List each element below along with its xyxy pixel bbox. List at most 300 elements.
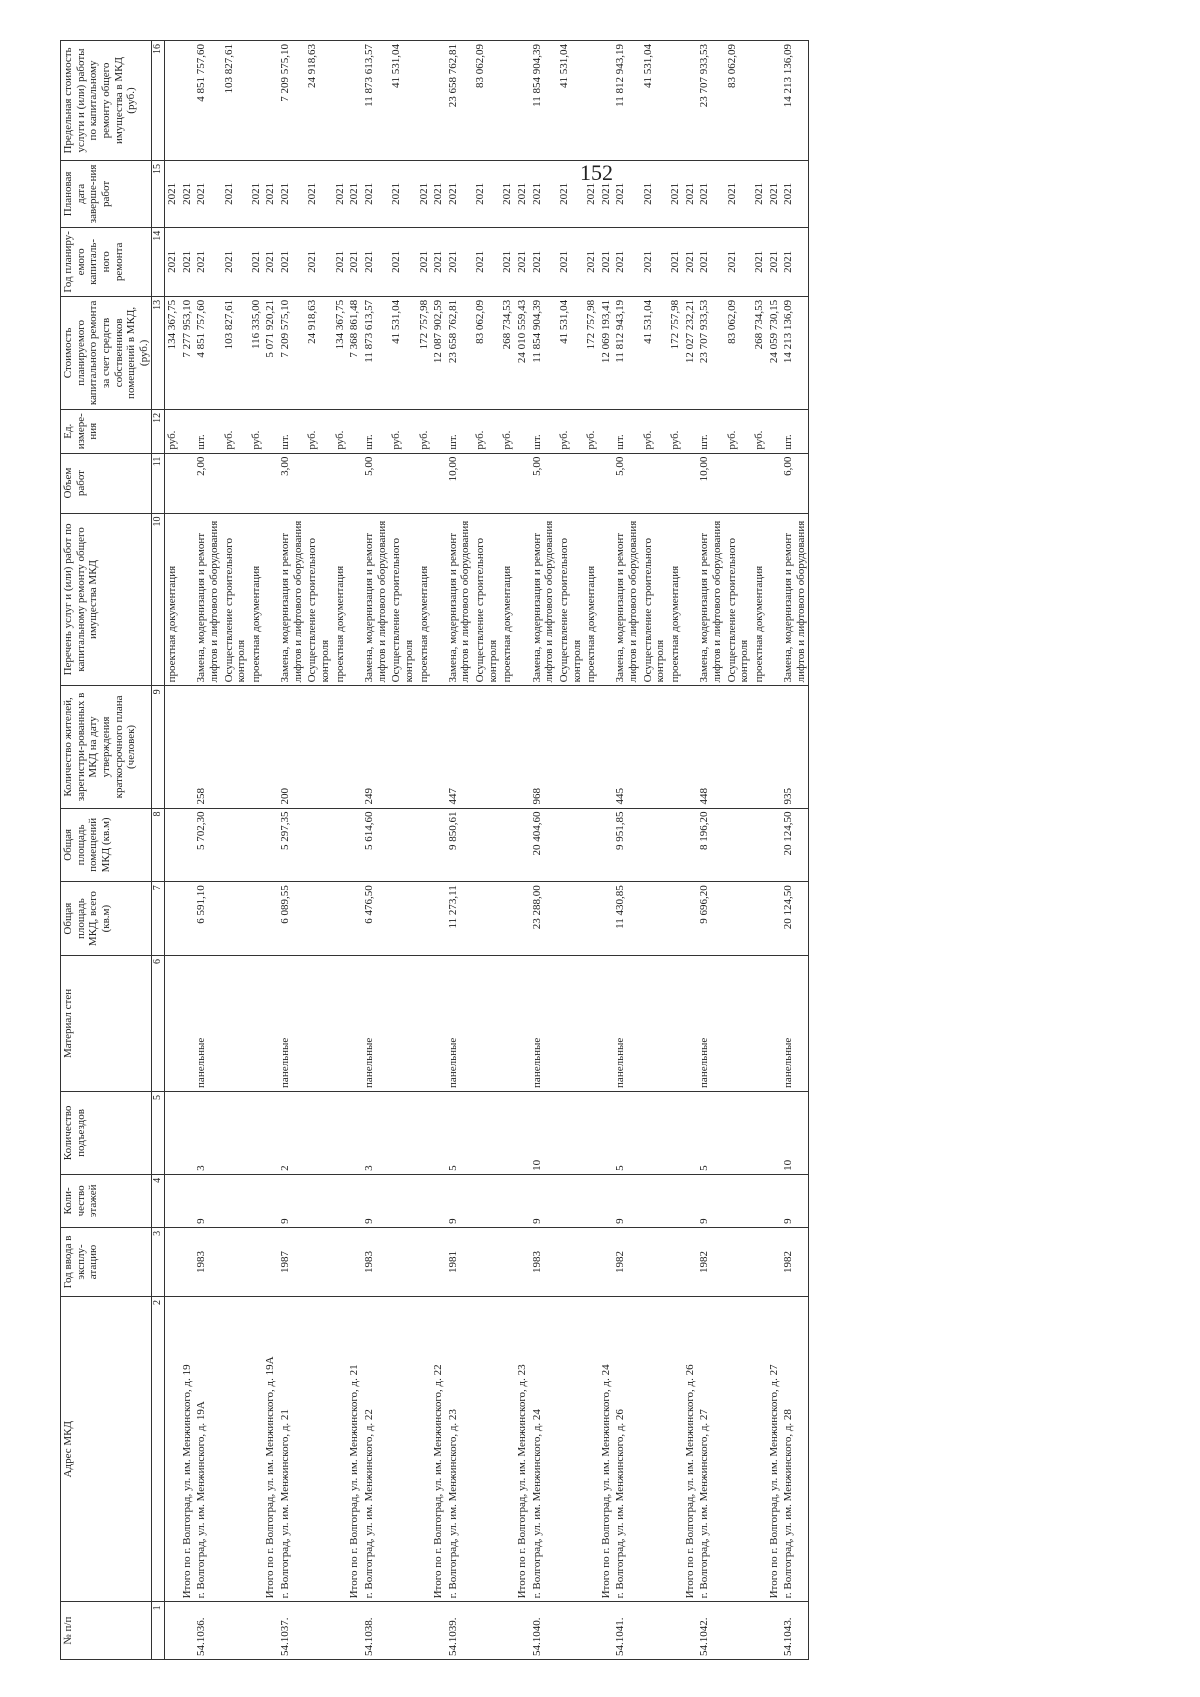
cell-commission-year: 1983 xyxy=(194,1227,221,1296)
cell-completion-date: 2021 xyxy=(278,160,305,227)
cell-floors xyxy=(180,1174,195,1227)
cell-total-area xyxy=(473,882,500,956)
cell-total-area xyxy=(389,882,416,956)
cell-max-cost xyxy=(180,41,195,161)
cell-work-type: Замена, модернизация и ремонт лифтов и лифтового оборудования xyxy=(362,513,389,686)
cell-address xyxy=(417,1297,432,1602)
table-row xyxy=(767,41,782,1660)
cell-address xyxy=(389,1297,416,1602)
cell-commission-year: 1983 xyxy=(362,1227,389,1296)
cell-work-volume xyxy=(683,453,698,513)
cell-max-cost xyxy=(767,41,782,161)
cell-unit xyxy=(180,409,195,453)
cell-work-volume xyxy=(473,453,500,513)
cell-planned-cost: 134 367,75 xyxy=(333,296,348,409)
table-row xyxy=(362,41,389,1660)
cell-address xyxy=(333,1297,348,1602)
cell-premises-area xyxy=(557,808,584,882)
table-row xyxy=(194,41,221,1660)
cell-floors xyxy=(263,1174,278,1227)
cell-repair-year: 2021 xyxy=(417,227,432,296)
cell-address xyxy=(249,1297,264,1602)
cell-work-type: проектная документация xyxy=(164,513,179,686)
cell-work-volume xyxy=(557,453,584,513)
cell-work-type xyxy=(431,513,446,686)
column-header-13: Стоимость планируемого капитального ремонта за счет средств собственников помещений в МКД, (руб.) xyxy=(61,296,152,409)
table-row xyxy=(725,41,752,1660)
cell-address xyxy=(752,1297,767,1602)
cell-max-cost xyxy=(683,41,698,161)
cell-repair-year: 2021 xyxy=(473,227,500,296)
column-header-7: Общая площадь МКД, всего (кв.м) xyxy=(61,882,152,956)
cell-unit: руб. xyxy=(725,409,752,453)
cell-completion-date: 2021 xyxy=(263,160,278,227)
cell-wall-material xyxy=(725,955,752,1091)
cell-completion-date: 2021 xyxy=(222,160,249,227)
cell-wall-material xyxy=(641,955,668,1091)
cell-repair-year: 2021 xyxy=(613,227,640,296)
cell-work-type: Замена, модернизация и ремонт лифтов и лифтового оборудования xyxy=(697,513,724,686)
cell-address xyxy=(557,1297,584,1602)
table-row xyxy=(641,41,668,1660)
cell-entrances xyxy=(417,1091,432,1174)
cell-premises-area: 5 297,35 xyxy=(278,808,305,882)
cell-address: г. Волгоград, ул. им. Менжинского, д. 24 xyxy=(530,1297,557,1602)
column-header-16: Предельная стоимость услуги и (или) работы по капитальному ремонту общего имущества в МКД (руб.) xyxy=(61,41,152,161)
cell-wall-material xyxy=(752,955,767,1091)
cell-repair-year: 2021 xyxy=(164,227,179,296)
cell-work-type: Замена, модернизация и ремонт лифтов и лифтового оборудования xyxy=(613,513,640,686)
cell-commission-year xyxy=(333,1227,348,1296)
cell-unit xyxy=(347,409,362,453)
cell-address xyxy=(725,1297,752,1602)
cell-floors: 9 xyxy=(530,1174,557,1227)
column-number-6: 6 xyxy=(152,955,165,1091)
cell-repair-year: 2021 xyxy=(500,227,515,296)
cell-planned-cost: 12 087 902,59 xyxy=(431,296,446,409)
cell-residents xyxy=(599,686,614,808)
cell-planned-cost: 116 335,00 xyxy=(249,296,264,409)
cell-commission-year xyxy=(584,1227,599,1296)
cell-residents xyxy=(668,686,683,808)
cell-commission-year xyxy=(417,1227,432,1296)
cell-wall-material xyxy=(164,955,179,1091)
cell-unit: руб. xyxy=(500,409,515,453)
cell-residents xyxy=(417,686,432,808)
column-header-10: Перечень услуг и (или) работ по капитальному ремонту общего имущества МКД xyxy=(61,513,152,686)
cell-repair-year: 2021 xyxy=(599,227,614,296)
column-header-14: Год планиру-емого капиталь-ного ремонта xyxy=(61,227,152,296)
cell-max-cost: 103 827,61 xyxy=(222,41,249,161)
cell-floors: 9 xyxy=(613,1174,640,1227)
cell-row-number xyxy=(668,1602,683,1660)
cell-max-cost xyxy=(249,41,264,161)
cell-work-volume xyxy=(305,453,332,513)
cell-planned-cost: 24 059 730,15 xyxy=(767,296,782,409)
cell-premises-area xyxy=(180,808,195,882)
cell-row-number: 54.1037. xyxy=(278,1602,305,1660)
cell-planned-cost: 134 367,75 xyxy=(164,296,179,409)
table-row xyxy=(333,41,348,1660)
cell-entrances: 3 xyxy=(194,1091,221,1174)
cell-total-area xyxy=(347,882,362,956)
cell-premises-area xyxy=(347,808,362,882)
cell-floors xyxy=(767,1174,782,1227)
cell-floors xyxy=(641,1174,668,1227)
cell-entrances xyxy=(668,1091,683,1174)
cell-residents xyxy=(584,686,599,808)
cell-residents xyxy=(180,686,195,808)
cell-unit: руб. xyxy=(417,409,432,453)
cell-address xyxy=(473,1297,500,1602)
cell-commission-year xyxy=(473,1227,500,1296)
cell-total-area xyxy=(668,882,683,956)
cell-entrances: 10 xyxy=(781,1091,809,1174)
cell-repair-year: 2021 xyxy=(584,227,599,296)
cell-repair-year: 2021 xyxy=(515,227,530,296)
cell-planned-cost: 11 854 904,39 xyxy=(530,296,557,409)
cell-total-area: 11 430,85 xyxy=(613,882,640,956)
cell-repair-year: 2021 xyxy=(641,227,668,296)
cell-max-cost: 7 209 575,10 xyxy=(278,41,305,161)
cell-work-type: Замена, модернизация и ремонт лифтов и лифтового оборудования xyxy=(278,513,305,686)
cell-planned-cost: 23 707 933,53 xyxy=(697,296,724,409)
cell-total-area xyxy=(725,882,752,956)
cell-entrances xyxy=(249,1091,264,1174)
table-row xyxy=(222,41,249,1660)
cell-residents xyxy=(725,686,752,808)
cell-row-number xyxy=(725,1602,752,1660)
cell-planned-cost: 11 873 613,57 xyxy=(362,296,389,409)
cell-residents xyxy=(473,686,500,808)
cell-total-area xyxy=(222,882,249,956)
cell-residents xyxy=(752,686,767,808)
column-header-15: Плановая дата заверше-ния работ xyxy=(61,160,152,227)
cell-completion-date: 2021 xyxy=(697,160,724,227)
cell-planned-cost: 5 071 920,21 xyxy=(263,296,278,409)
cell-row-number xyxy=(180,1602,195,1660)
cell-completion-date: 2021 xyxy=(683,160,698,227)
cell-work-type: Замена, модернизация и ремонт лифтов и лифтового оборудования xyxy=(781,513,809,686)
cell-commission-year xyxy=(668,1227,683,1296)
cell-wall-material: панельные xyxy=(530,955,557,1091)
cell-planned-cost: 103 827,61 xyxy=(222,296,249,409)
cell-residents xyxy=(641,686,668,808)
cell-entrances: 5 xyxy=(613,1091,640,1174)
cell-residents: 258 xyxy=(194,686,221,808)
cell-work-type xyxy=(515,513,530,686)
cell-commission-year xyxy=(249,1227,264,1296)
cell-total-area xyxy=(263,882,278,956)
cell-commission-year xyxy=(263,1227,278,1296)
cell-floors: 9 xyxy=(194,1174,221,1227)
cell-total-area xyxy=(557,882,584,956)
cell-row-number: 54.1038. xyxy=(362,1602,389,1660)
cell-planned-cost: 172 757,98 xyxy=(584,296,599,409)
cell-floors xyxy=(333,1174,348,1227)
cell-max-cost xyxy=(500,41,515,161)
cell-total-area: 9 696,20 xyxy=(697,882,724,956)
cell-work-type xyxy=(347,513,362,686)
cell-work-type: проектная документация xyxy=(249,513,264,686)
cell-work-type: проектная документация xyxy=(668,513,683,686)
cell-row-number xyxy=(641,1602,668,1660)
cell-address xyxy=(584,1297,599,1602)
cell-work-volume xyxy=(164,453,179,513)
column-number-10: 10 xyxy=(152,513,165,686)
cell-max-cost xyxy=(263,41,278,161)
cell-premises-area xyxy=(683,808,698,882)
cell-entrances xyxy=(305,1091,332,1174)
cell-planned-cost: 172 757,98 xyxy=(668,296,683,409)
cell-entrances xyxy=(222,1091,249,1174)
cell-floors xyxy=(683,1174,698,1227)
cell-completion-date: 2021 xyxy=(668,160,683,227)
cell-floors xyxy=(389,1174,416,1227)
cell-repair-year: 2021 xyxy=(362,227,389,296)
cell-row-number xyxy=(599,1602,614,1660)
cell-work-type: проектная документация xyxy=(417,513,432,686)
cell-total-area xyxy=(180,882,195,956)
cell-row-number xyxy=(249,1602,264,1660)
cell-floors xyxy=(249,1174,264,1227)
cell-row-number xyxy=(584,1602,599,1660)
cell-row-number: 54.1040. xyxy=(530,1602,557,1660)
cell-premises-area xyxy=(641,808,668,882)
cell-floors xyxy=(417,1174,432,1227)
cell-repair-year: 2021 xyxy=(668,227,683,296)
cell-row-number xyxy=(500,1602,515,1660)
column-header-12: Ед. измере-ния xyxy=(61,409,152,453)
cell-work-volume xyxy=(347,453,362,513)
cell-total-area xyxy=(752,882,767,956)
cell-address: г. Волгоград, ул. им. Менжинского, д. 26 xyxy=(613,1297,640,1602)
cell-residents xyxy=(347,686,362,808)
cell-residents xyxy=(431,686,446,808)
cell-wall-material xyxy=(347,955,362,1091)
cell-completion-date: 2021 xyxy=(164,160,179,227)
column-number-3: 3 xyxy=(152,1227,165,1296)
cell-completion-date: 2021 xyxy=(599,160,614,227)
cell-work-volume: 5,00 xyxy=(613,453,640,513)
cell-wall-material: панельные xyxy=(781,955,809,1091)
cell-unit xyxy=(263,409,278,453)
table-row xyxy=(473,41,500,1660)
cell-work-volume: 5,00 xyxy=(362,453,389,513)
cell-repair-year: 2021 xyxy=(333,227,348,296)
cell-completion-date: 2021 xyxy=(389,160,416,227)
cell-work-volume xyxy=(180,453,195,513)
column-number-1: 1 xyxy=(152,1602,165,1660)
table-row xyxy=(557,41,584,1660)
cell-premises-area: 8 196,20 xyxy=(697,808,724,882)
cell-work-type: Осуществление строительного контроля xyxy=(473,513,500,686)
cell-wall-material xyxy=(249,955,264,1091)
cell-completion-date: 2021 xyxy=(249,160,264,227)
cell-completion-date: 2021 xyxy=(417,160,432,227)
cell-planned-cost: 12 069 193,41 xyxy=(599,296,614,409)
cell-planned-cost: 12 027 232,21 xyxy=(683,296,698,409)
cell-max-cost xyxy=(752,41,767,161)
cell-completion-date: 2021 xyxy=(446,160,473,227)
table-row xyxy=(752,41,767,1660)
cell-row-number xyxy=(164,1602,179,1660)
cell-total-area xyxy=(683,882,698,956)
cell-premises-area: 20 404,60 xyxy=(530,808,557,882)
cell-premises-area xyxy=(500,808,515,882)
cell-row-number xyxy=(305,1602,332,1660)
cell-address: Итого по г. Волгоград, ул. им. Менжинского, д. 19А xyxy=(263,1297,278,1602)
cell-planned-cost: 83 062,09 xyxy=(725,296,752,409)
cell-planned-cost: 7 209 575,10 xyxy=(278,296,305,409)
column-header-5: Количество подъездов xyxy=(61,1091,152,1174)
cell-work-volume xyxy=(752,453,767,513)
cell-commission-year: 1981 xyxy=(446,1227,473,1296)
cell-entrances: 3 xyxy=(362,1091,389,1174)
table-row xyxy=(278,41,305,1660)
cell-unit: руб. xyxy=(249,409,264,453)
cell-entrances xyxy=(333,1091,348,1174)
cell-premises-area xyxy=(584,808,599,882)
column-number-7: 7 xyxy=(152,882,165,956)
table-row xyxy=(668,41,683,1660)
cell-residents xyxy=(767,686,782,808)
cell-unit xyxy=(767,409,782,453)
cell-total-area xyxy=(164,882,179,956)
cell-planned-cost: 7 368 861,48 xyxy=(347,296,362,409)
cell-max-cost: 41 531,04 xyxy=(389,41,416,161)
cell-repair-year: 2021 xyxy=(781,227,809,296)
cell-max-cost: 11 854 904,39 xyxy=(530,41,557,161)
cell-entrances xyxy=(641,1091,668,1174)
cell-residents: 249 xyxy=(362,686,389,808)
cell-entrances xyxy=(263,1091,278,1174)
cell-floors xyxy=(305,1174,332,1227)
cell-premises-area xyxy=(473,808,500,882)
cell-row-number xyxy=(222,1602,249,1660)
column-header-9: Количество жителей, зарегистри-рованных в МКД на дату утверждения краткосрочного плана (человек) xyxy=(61,686,152,808)
cell-row-number xyxy=(752,1602,767,1660)
cell-max-cost: 11 873 613,57 xyxy=(362,41,389,161)
cell-commission-year xyxy=(641,1227,668,1296)
cell-floors xyxy=(725,1174,752,1227)
cell-total-area xyxy=(249,882,264,956)
cell-work-type: Замена, модернизация и ремонт лифтов и лифтового оборудования xyxy=(446,513,473,686)
cell-row-number xyxy=(683,1602,698,1660)
cell-entrances xyxy=(180,1091,195,1174)
cell-completion-date: 2021 xyxy=(725,160,752,227)
cell-unit: шт. xyxy=(362,409,389,453)
cell-wall-material xyxy=(557,955,584,1091)
cell-unit: шт. xyxy=(697,409,724,453)
cell-wall-material xyxy=(417,955,432,1091)
cell-entrances xyxy=(557,1091,584,1174)
table-row xyxy=(389,41,416,1660)
cell-max-cost: 24 918,63 xyxy=(305,41,332,161)
table-row xyxy=(249,41,264,1660)
cell-residents xyxy=(500,686,515,808)
cell-residents xyxy=(515,686,530,808)
table-body xyxy=(164,41,808,1660)
cell-residents: 448 xyxy=(697,686,724,808)
cell-residents: 968 xyxy=(530,686,557,808)
cell-unit xyxy=(683,409,698,453)
cell-unit: руб. xyxy=(668,409,683,453)
cell-entrances: 10 xyxy=(530,1091,557,1174)
cell-commission-year xyxy=(515,1227,530,1296)
cell-work-volume xyxy=(767,453,782,513)
cell-commission-year xyxy=(767,1227,782,1296)
cell-address: г. Волгоград, ул. им. Менжинского, д. 19А xyxy=(194,1297,221,1602)
column-number-8: 8 xyxy=(152,808,165,882)
cell-completion-date: 2021 xyxy=(584,160,599,227)
cell-wall-material xyxy=(584,955,599,1091)
table-row xyxy=(697,41,724,1660)
cell-planned-cost: 41 531,04 xyxy=(389,296,416,409)
cell-wall-material: панельные xyxy=(278,955,305,1091)
column-number-row xyxy=(152,41,165,1660)
cell-total-area xyxy=(333,882,348,956)
cell-address xyxy=(500,1297,515,1602)
cell-max-cost xyxy=(668,41,683,161)
cell-wall-material: панельные xyxy=(697,955,724,1091)
cell-max-cost xyxy=(584,41,599,161)
cell-completion-date: 2021 xyxy=(333,160,348,227)
cell-work-type: проектная документация xyxy=(333,513,348,686)
cell-commission-year xyxy=(389,1227,416,1296)
cell-wall-material: панельные xyxy=(446,955,473,1091)
cell-address: Итого по г. Волгоград, ул. им. Менжинского, д. 22 xyxy=(431,1297,446,1602)
cell-floors xyxy=(557,1174,584,1227)
cell-row-number xyxy=(431,1602,446,1660)
cell-unit: руб. xyxy=(473,409,500,453)
cell-row-number xyxy=(557,1602,584,1660)
column-header-3: Год ввода в эксплу-атацию xyxy=(61,1227,152,1296)
cell-unit: руб. xyxy=(305,409,332,453)
cell-work-type: Осуществление строительного контроля xyxy=(222,513,249,686)
cell-premises-area xyxy=(725,808,752,882)
cell-work-volume xyxy=(263,453,278,513)
cell-premises-area: 5 702,30 xyxy=(194,808,221,882)
cell-premises-area xyxy=(222,808,249,882)
cell-residents xyxy=(557,686,584,808)
cell-completion-date: 2021 xyxy=(781,160,809,227)
cell-repair-year: 2021 xyxy=(389,227,416,296)
cell-residents xyxy=(222,686,249,808)
cell-premises-area xyxy=(752,808,767,882)
cell-unit: руб. xyxy=(164,409,179,453)
cell-completion-date: 2021 xyxy=(362,160,389,227)
cell-max-cost: 23 658 762,81 xyxy=(446,41,473,161)
cell-planned-cost: 4 851 757,60 xyxy=(194,296,221,409)
table-row xyxy=(431,41,446,1660)
cell-unit: руб. xyxy=(752,409,767,453)
cell-max-cost xyxy=(347,41,362,161)
cell-address: Итого по г. Волгоград, ул. им. Менжинского, д. 23 xyxy=(515,1297,530,1602)
cell-total-area: 11 273,11 xyxy=(446,882,473,956)
cell-residents: 200 xyxy=(278,686,305,808)
cell-wall-material xyxy=(515,955,530,1091)
cell-entrances xyxy=(389,1091,416,1174)
column-number-9: 9 xyxy=(152,686,165,808)
cell-total-area xyxy=(584,882,599,956)
cell-work-volume xyxy=(515,453,530,513)
cell-residents xyxy=(683,686,698,808)
cell-completion-date: 2021 xyxy=(194,160,221,227)
cell-unit: шт. xyxy=(194,409,221,453)
cell-repair-year: 2021 xyxy=(278,227,305,296)
cell-work-type: Осуществление строительного контроля xyxy=(725,513,752,686)
